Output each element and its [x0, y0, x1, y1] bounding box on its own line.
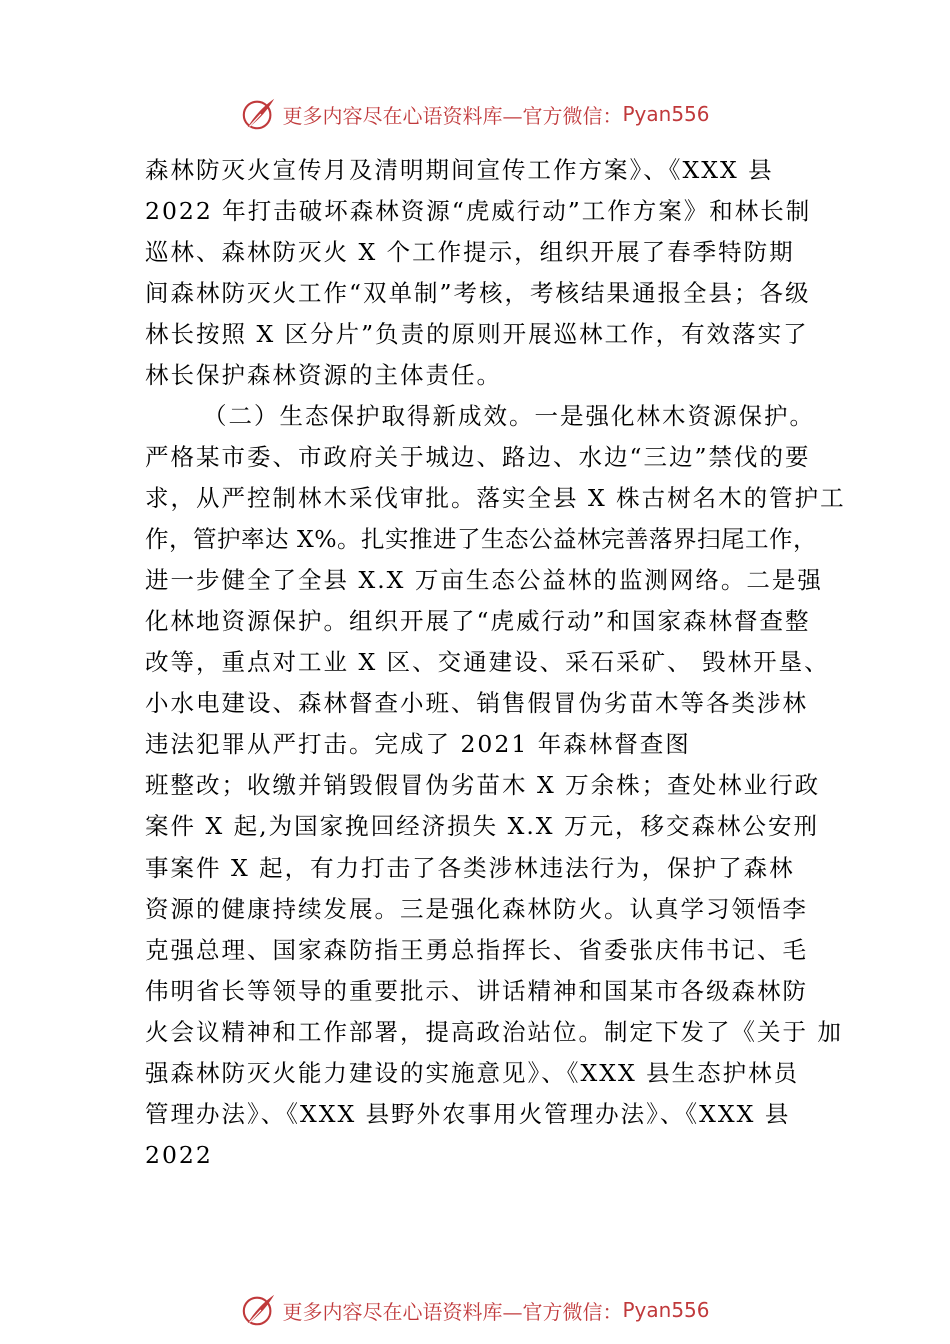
watermark-text: 更多内容尽在心语资料库—官方微信： — [282, 103, 623, 128]
text-line: 改等，重点对工业 X 区、交通建设、采石采矿、 毁林开垦、 — [145, 648, 830, 676]
text-line: 案件 X 起,为国家挽回经济损失 X.X 万元，移交森林公安刑 — [145, 812, 820, 840]
text-line: 间森林防灭火工作“双单制”考核，考核结果通报全县；各级 — [145, 279, 811, 307]
text-line: 林长保护森林资源的主体责任。 — [145, 361, 502, 389]
text-line: 班整改；收缴并销毁假冒伪劣苗木 X 万余株；查处林业行政 — [145, 771, 821, 799]
text-line: 伟明省长等领导的重要批示、讲话精神和国某市各级森林防 — [145, 977, 808, 1005]
text-line: 小水电建设、森林督查小班、销售假冒伪劣苗木等各类涉林 — [145, 689, 808, 717]
text-line: 克强总理、国家森防指王勇总指挥长、省委张庆伟书记、毛 — [145, 936, 808, 964]
watermark-text: 更多内容尽在心语资料库—官方微信： — [282, 1299, 623, 1324]
text-line: 严格某市委、市政府关于城边、路边、水边“三边”禁伐的要 — [145, 443, 811, 471]
text-line: 违法犯罪从严打击。完成了 2021 年森林督查图 — [145, 730, 691, 758]
text-line: 求，从严控制林木采伐审批。落实全县 X 株古树名木的管护工 — [145, 484, 846, 512]
watermark-footer — [0, 1290, 950, 1330]
text-line: 强森林防灭火能力建设的实施意见》、《XXX 县生态护林员 — [145, 1059, 800, 1087]
watermark-wechat-id: Pyan556 — [622, 1298, 710, 1322]
text-line: 2022 — [145, 1141, 213, 1169]
text-line: 2022 年打击破坏森林资源“虎威行动”工作方案》和林长制 — [145, 197, 812, 225]
section-heading-line: （二）生态保护取得新成效。一是强化林木资源保护。 — [203, 402, 815, 430]
text-line: 作，管护率达 X%。扎实推进了生态公益林完善落界扫尾工作， — [145, 525, 818, 553]
text-line: 进一步健全了全县 X.X 万亩生态公益林的监测网络。二是强 — [145, 566, 823, 594]
text-line: 林长按照 X 区分片”负责的原则开展巡林工作，有效落实了 — [145, 320, 809, 348]
text-line: 资源的健康持续发展。三是强化森林防火。认真学习领悟李 — [145, 895, 808, 923]
text-line: 森林防灭火宣传月及清明期间宣传工作方案》、《XXX 县 — [145, 156, 774, 184]
quill-logo-icon — [240, 1291, 278, 1329]
text-line: 管理办法》、《XXX 县野外农事用火管理办法》、《XXX 县 — [145, 1100, 791, 1128]
text-line: 化林地资源保护。组织开展了“虎威行动”和国家森林督查整 — [145, 607, 811, 635]
text-line: 事案件 X 起，有力打击了各类涉林违法行为，保护了森林 — [145, 854, 795, 882]
watermark-wechat-id: Pyan556 — [622, 102, 710, 126]
text-line: 巡林、森林防灭火 X 个工作提示，组织开展了春季特防期 — [145, 238, 795, 266]
text-line: 火会议精神和工作部署，提高政治站位。制定下发了《关于 加 — [145, 1018, 843, 1046]
